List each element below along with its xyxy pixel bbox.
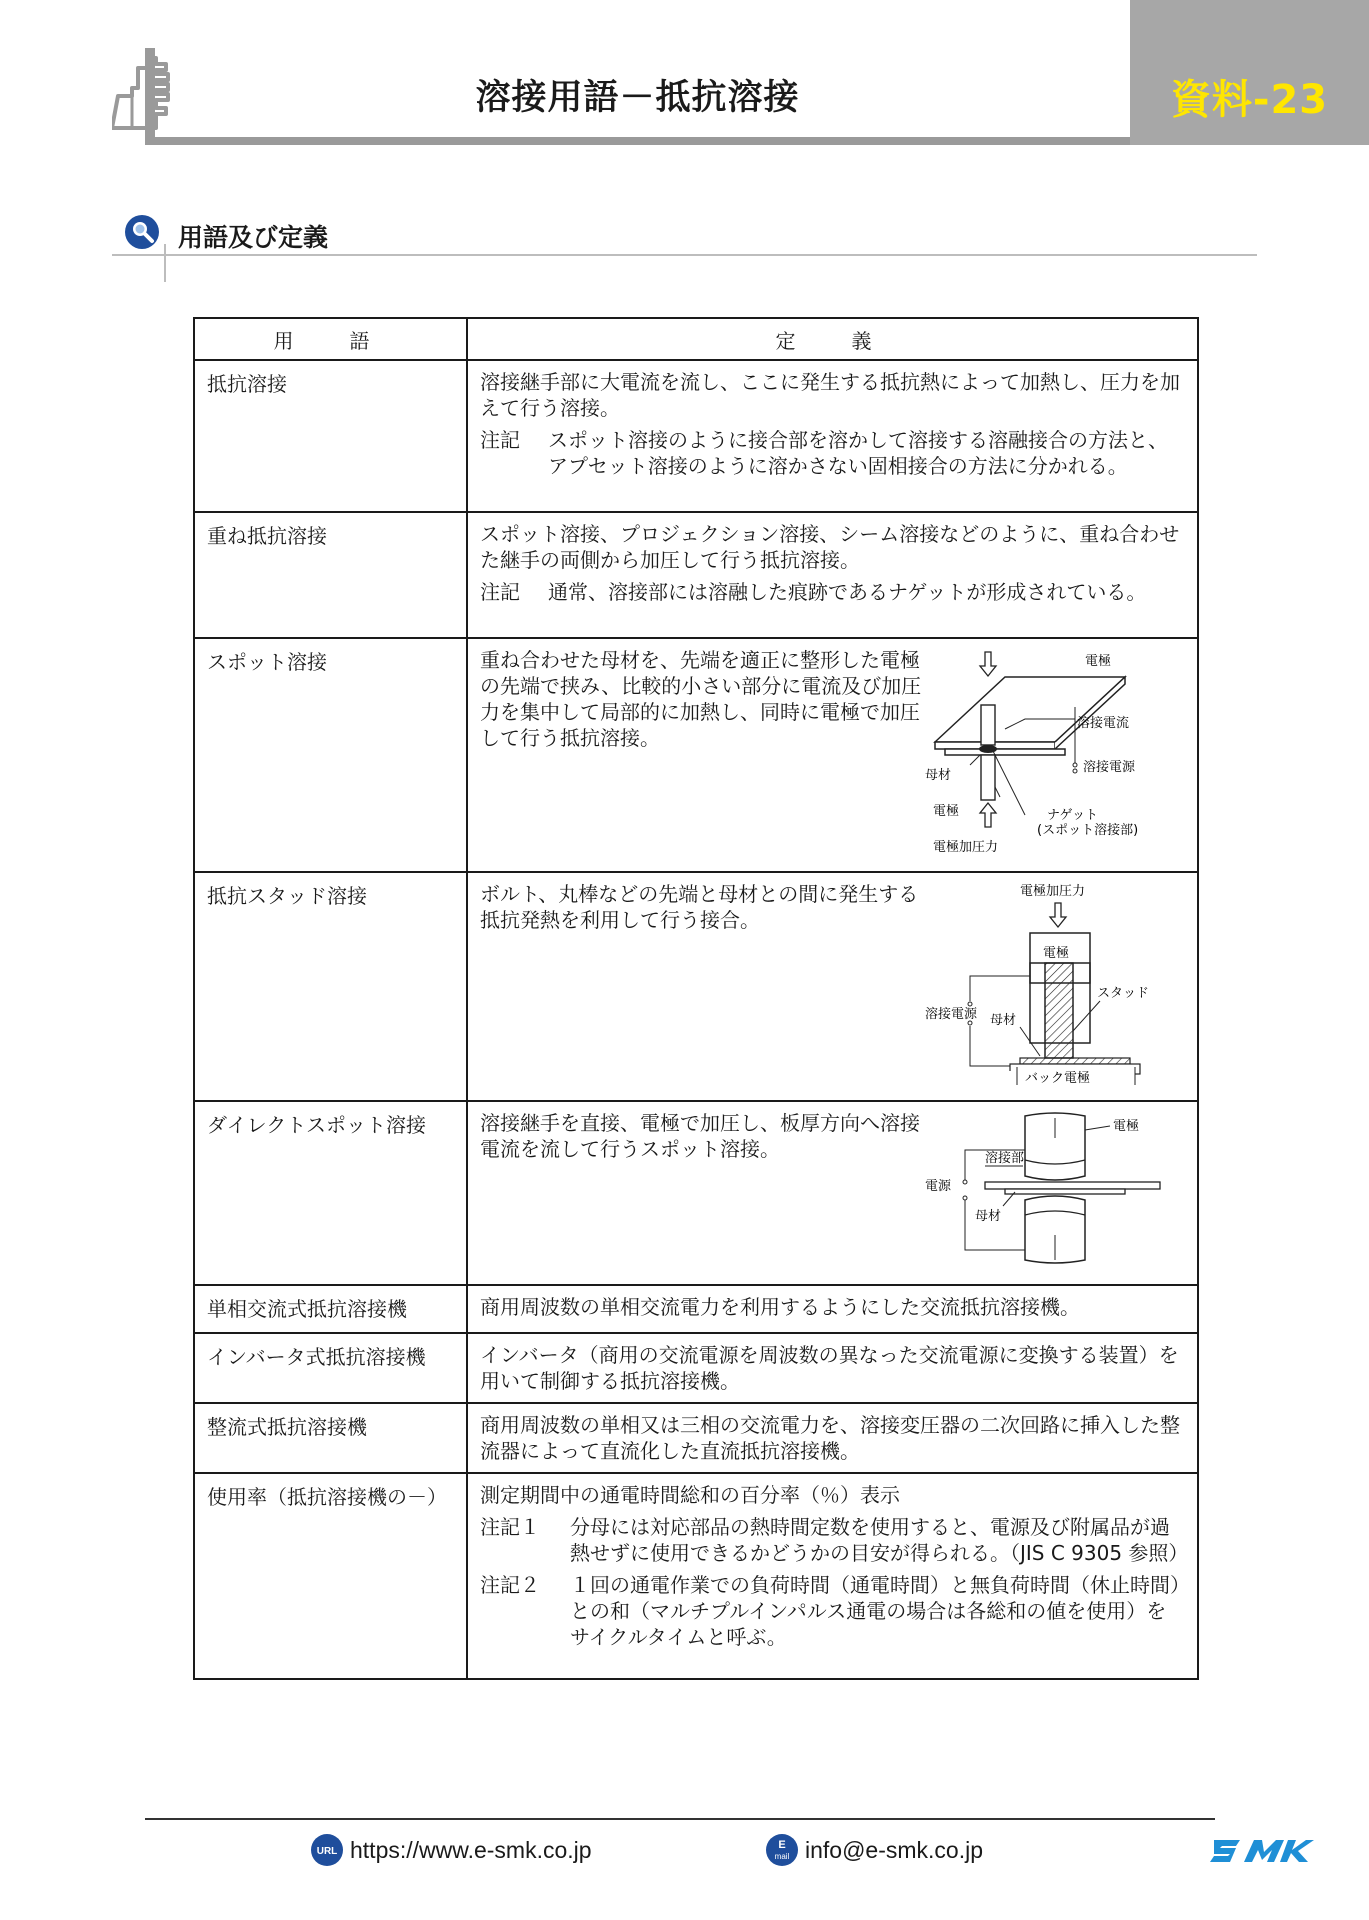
stud-welding-diagram bbox=[925, 881, 1185, 1092]
definition-text: 溶接継手を直接、電極で加圧し、板厚方向へ溶接電流を流して行うスポット溶接。 bbox=[480, 1111, 920, 1161]
table-header-row bbox=[194, 318, 1198, 360]
spot-welding-diagram bbox=[925, 647, 1185, 863]
column-header-term: 用 語 bbox=[194, 318, 467, 360]
note-text: １回の通電作業での負荷時間（通電時間）と無負荷時間（休止時間）との和（マルチプルインパルス通電の場合は各総和の値を使用）をサイクルタイムと呼ぶ。 bbox=[570, 1573, 1180, 1649]
term-cell: 単相交流式抵抗溶接機 bbox=[194, 1285, 467, 1333]
label-electrode: 電極 bbox=[1113, 1119, 1140, 1134]
definition-text: 商用周波数の単相交流電力を利用するようにした交流抵抗溶接機。 bbox=[480, 1295, 1080, 1319]
document-badge bbox=[1130, 0, 1369, 145]
svg-text:mail: mail bbox=[774, 1852, 790, 1861]
definition-text: スポット溶接、プロジェクション溶接、シーム溶接などのように、重ね合わせた継手の両側から加圧して行う抵抗溶接。 bbox=[480, 522, 1180, 572]
definition-cell bbox=[467, 1333, 1198, 1403]
header-underline bbox=[145, 137, 1130, 145]
label-base-metal: 母材 bbox=[975, 1209, 1002, 1224]
label-power-source: 溶接電源 bbox=[1083, 760, 1136, 775]
label-power-source: 溶接電源 bbox=[925, 1007, 978, 1022]
label-electrode-force: 電極加圧力 bbox=[1020, 884, 1086, 899]
definition-cell bbox=[467, 512, 1198, 638]
footer-email[interactable] bbox=[765, 1830, 983, 1870]
label-electrode: 電極 bbox=[1043, 946, 1070, 961]
note-label: 注記 bbox=[480, 580, 520, 604]
label-power-source: 電源 bbox=[925, 1179, 952, 1194]
term-cell: 整流式抵抗溶接機 bbox=[194, 1403, 467, 1473]
page-header bbox=[0, 0, 1369, 145]
note-text: スポット溶接のように接合部を溶かして溶接する溶融接合の方法と、アプセット溶接のように溶かさない固相接合の方法に分かれる。 bbox=[548, 428, 1168, 478]
svg-text:E: E bbox=[778, 1839, 786, 1851]
definition-text: 溶接継手部に大電流を流し、ここに発生する抵抗熱によって加熱し、圧力を加えて行う溶接。 bbox=[480, 370, 1180, 420]
term-cell: 使用率（抵抗溶接機の－） bbox=[194, 1473, 467, 1679]
smk-logo bbox=[1210, 1836, 1314, 1866]
definition-cell bbox=[467, 638, 1198, 872]
definition-cell bbox=[467, 1285, 1198, 1333]
page-title: 溶接用語－抵抗溶接 bbox=[475, 78, 800, 118]
term-cell: スポット溶接 bbox=[194, 638, 467, 872]
terms-table bbox=[193, 317, 1199, 1680]
table-row bbox=[194, 512, 1198, 638]
note-label: 注記 bbox=[480, 428, 520, 452]
column-header-definition: 定 義 bbox=[467, 318, 1198, 360]
direct-spot-diagram bbox=[925, 1110, 1185, 1276]
label-weld-zone: 溶接部 bbox=[985, 1151, 1025, 1166]
magnifier-icon bbox=[124, 214, 160, 250]
note-text: 通常、溶接部には溶融した痕跡であるナゲットが形成されている。 bbox=[548, 580, 1147, 604]
svg-text:URL: URL bbox=[316, 1846, 338, 1857]
definition-text: 商用周波数の単相又は三相の交流電力を、溶接変圧器の二次回路に挿入した整流器によって直流化した直流抵抗溶接機。 bbox=[480, 1413, 1180, 1463]
term-cell: 抵抗スタッド溶接 bbox=[194, 872, 467, 1101]
label-base-metal: 母材 bbox=[990, 1013, 1017, 1028]
definition-text: 測定期間中の通電時間総和の百分率（％）表示 bbox=[480, 1483, 900, 1507]
note bbox=[480, 427, 1185, 479]
note bbox=[480, 1572, 1185, 1650]
section-heading bbox=[112, 210, 1257, 270]
term-cell: 抵抗溶接 bbox=[194, 360, 467, 512]
badge-label: 資料-23 bbox=[1170, 77, 1329, 123]
definition-text: インバータ（商用の交流電源を周波数の異なった交流電源に変換する装置）を用いて制御する抵抗溶接機。 bbox=[480, 1343, 1179, 1393]
label-electrode-top: 電極 bbox=[1085, 654, 1112, 669]
table-row bbox=[194, 872, 1198, 1101]
table-row bbox=[194, 1333, 1198, 1403]
definition-text: ボルト、丸棒などの先端と母材との間に発生する抵抗発熱を利用して行う接合。 bbox=[480, 882, 919, 932]
table-row bbox=[194, 638, 1198, 872]
definition-cell bbox=[467, 1473, 1198, 1679]
definition-cell bbox=[467, 1101, 1198, 1285]
label-electrode-force: 電極加圧力 bbox=[933, 840, 999, 855]
url-icon bbox=[310, 1833, 344, 1867]
section-title: 用語及び定義 bbox=[178, 223, 329, 252]
table-row bbox=[194, 360, 1198, 512]
footer-website[interactable] bbox=[310, 1830, 592, 1870]
term-cell: ダイレクトスポット溶接 bbox=[194, 1101, 467, 1285]
label-weld-current: 溶接電流 bbox=[1077, 716, 1130, 731]
note bbox=[480, 579, 1185, 605]
footer-divider bbox=[145, 1818, 1215, 1820]
definition-text: 重ね合わせた母材を、先端を適正に整形した電極の先端で挟み、比較的小さい部分に電流及び加圧力を集中して局部的に加熱し、同時に電極で加圧して行う抵抗溶接。 bbox=[480, 648, 922, 750]
table-row bbox=[194, 1473, 1198, 1679]
definition-cell bbox=[467, 360, 1198, 512]
table-row bbox=[194, 1403, 1198, 1473]
label-nugget-sub: (スポット溶接部) bbox=[1037, 823, 1139, 838]
term-cell: 重ね抵抗溶接 bbox=[194, 512, 467, 638]
label-nugget: ナゲット bbox=[1047, 808, 1098, 823]
note bbox=[480, 1514, 1189, 1566]
table-row bbox=[194, 1285, 1198, 1333]
definition-cell bbox=[467, 872, 1198, 1101]
email-icon bbox=[765, 1833, 799, 1867]
definition-cell bbox=[467, 1403, 1198, 1473]
section-underline bbox=[112, 254, 1257, 256]
email-link[interactable]: info@e-smk.co.jp bbox=[805, 1836, 984, 1863]
table-row bbox=[194, 1101, 1198, 1285]
note-label: 注記１ bbox=[480, 1515, 540, 1539]
section-marker bbox=[164, 244, 166, 282]
website-link[interactable]: https://www.e-smk.co.jp bbox=[350, 1836, 592, 1863]
label-back-electrode: バック電極 bbox=[1025, 1071, 1091, 1086]
note-label: 注記２ bbox=[480, 1573, 540, 1597]
label-base-metal: 母材 bbox=[925, 768, 952, 783]
label-stud: スタッド bbox=[1097, 986, 1150, 1001]
note-text: 分母には対応部品の熱時間定数を使用すると、電源及び附属品が過熱せずに使用できるかどうかの目安が得られる。（JIS C 9305 参照） bbox=[570, 1515, 1189, 1565]
term-cell: インバータ式抵抗溶接機 bbox=[194, 1333, 467, 1403]
label-electrode-bottom: 電極 bbox=[933, 804, 960, 819]
